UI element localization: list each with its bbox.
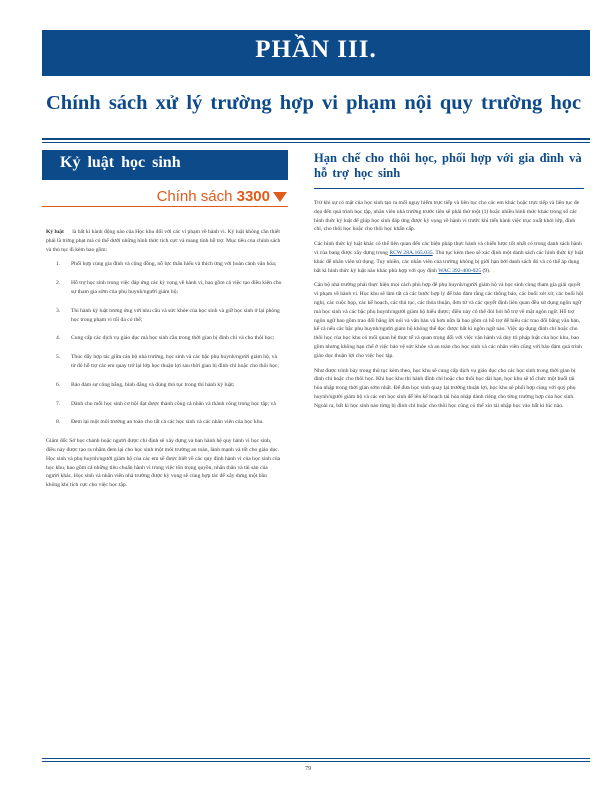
bottom-rule-thin xyxy=(42,761,590,762)
paragraph-2: Các hình thức kỷ luật khác có thể liên quan đến các biện pháp thực hành và chiến lược tốt nhất có trong danh sách hành vi của bang được xây dựng trong RCW 28A.165.035. Thủ tục kèm theo sẽ xác định một danh sách các hình thức kỷ luật khác để nhân viên sử dụng. Tuy nhiên, các nhân viên của trường không bị giới hạn bởi danh sách đó và có thể áp dụng bất kì hình thức kỷ luật nào khác phù hợp với quy định WAC 392-400-025 (9). xyxy=(314,241,584,274)
intro-paragraph xyxy=(46,228,282,254)
top-rule-thin xyxy=(42,142,590,143)
goals-list xyxy=(46,260,282,427)
right-column xyxy=(314,199,584,417)
section-title: PHẦN III. xyxy=(255,36,377,63)
list-item: 8. Đem lại một môi trường an toàn cho tất cả các học sinh và các nhân viên của học khu. xyxy=(56,419,264,426)
left-column xyxy=(46,228,282,496)
list-item: 5. Thúc đẩy hợp tác giữa cán bộ nhà trường, học sinh và các bậc phụ huynh/người giám hộ, và từ đó hỗ trợ các em quay trở lại lớp học thuận lợi sau thời gian bị đình chỉ hoặc cho thôi học; xyxy=(56,354,279,369)
policy-reference xyxy=(157,188,270,205)
intro-text: là bất kì hành động nào của Học khu đối với các vi phạm về hành vi. Kỷ luật không cần thiết phải là trừng phạt mà có thể dưới những hình thức tích cực và mang tính hỗ trợ. Mục tiêu của chính sách và thủ tục đi kèm bao gồm: xyxy=(46,229,281,253)
section-banner xyxy=(42,30,590,76)
chapter-title: Chính sách xử lý trường hợp vi phạm nội quy trường học xyxy=(46,92,582,114)
wac-link[interactable]: WAC 392-400-025 xyxy=(438,267,482,274)
page-number: 79 xyxy=(305,766,311,772)
paragraph-4: Như được trình bày trong thủ tục kèm theo, học khu sẽ cung cấp dịch vụ giáo dục cho các học sinh trong thời gian bị đình chỉ hoặc cho thôi học. Khi học khu thi hành đình chỉ hoặc cho thôi học dài hạn, học khu sẽ tổ chức một buổi tái hòa nhập trong thời gian sớm nhất. Để đưa học sinh quay lại trường thuận lợi, học khu sẽ phối hợp cùng với quý phụ huynh/người giám hộ và các em học sinh để lên kế hoạch tái hòa nhập dành riêng cho từng trường hợp của học sinh. Ngoài ra, bất kì học sinh nào từng bị đình chỉ hoặc cho thôi học cũng có thể xin tái nhập học vào bất kì lúc nào. xyxy=(314,367,576,409)
list-item: 4. Cung cấp các dịch vụ giáo dục mà học sinh cần trong thời gian bị đình chỉ và cho thôi học; xyxy=(56,335,275,342)
list-item: 7. Dành cho mỗi học sinh cơ hội đạt được thành công cả nhân và thành công trong học tập; và xyxy=(56,400,276,407)
intro-term: Kỷ luật xyxy=(46,229,64,235)
top-rule xyxy=(42,138,590,140)
list-item: 3. Thi hành kỷ luật tương ứng với nhu cầu và sức khỏe của học sinh và giữ học sinh ở lại phòng học trong phạm vi tối đa có thể; xyxy=(56,307,280,323)
policy-number: 3300 xyxy=(236,188,270,205)
left-heading-box xyxy=(42,150,288,180)
paragraph-1: Trừ khi sự có mặt của học sinh tạo ra mối nguy hiểm trực tiếp và liên tục cho các em khác hoặc trực tiếp và liên tục đe dọa đến quá trình học tập, nhân viên nhà trường trước tiên sẽ phải thử một (1) hoặc nhiều hình thức khác trong số các hình thức kỷ luật để giúp học sinh đáp ứng được kỳ vọng về hành vi trước khi tiến hành việc trục xuất khỏi lớp, đình chỉ, cho thôi học hoặc cho thôi học khẩn cấp. xyxy=(314,200,580,233)
triangle-down-icon xyxy=(273,192,287,202)
list-item: 2. Hỗ trợ học sinh trong việc đáp ứng các kỳ vọng về hành vi, bao gồm cả việc tạo điều kiện cho sự tham gia sớm của phụ huynh/người giám hộ; xyxy=(56,280,282,295)
right-heading-rule xyxy=(314,188,584,189)
list-item: 1. Phối hợp cùng gia đình và cộng đồng, nỗ lực thấu hiểu và thích ứng với hoàn cảnh văn hóa; xyxy=(56,261,277,268)
policy-rule xyxy=(42,206,288,207)
list-item: 6. Bảo đảm sự công bằng, bình đẳng và đúng thủ tục trong thi hành kỷ luật; xyxy=(56,381,235,388)
closing-paragraph: Giám đốc Sở học chánh hoặc người được chỉ định sẽ xây dựng và ban hành hệ quy hành vi học sinh, điều này được tạo ra nhằm đem lại cho học sinh một môi trường an toàn, lành mạnh và tốt cho giáo dục. Học sinh và phụ huynh/người giám hộ của các em sẽ được biết về các quy định hành vi của học sinh của học khu, bao gồm cả những tiêu chuẩn hành vi trong việc tôn trọng quyền, nhân thân và tài sản của người khác. Học sinh và nhân viên nhà trường được kỳ vọng sẽ cùng hợp tác để xây dựng một bầu không khí tích cực cho việc học tập. xyxy=(46,438,281,489)
right-heading: Hạn chế cho thôi học, phối hợp với gia đình và hỗ trợ học sinh xyxy=(314,151,582,180)
left-heading: Kỷ luật học sinh xyxy=(60,154,181,171)
policy-label: Chính sách xyxy=(156,188,233,205)
rcw-link[interactable]: RCW 28A.165.035 xyxy=(389,249,433,256)
bottom-rule xyxy=(42,758,590,759)
paragraph-3: Cán bộ nhà trường phải thực hiện mọi cách phù hợp để phụ huynh/người giám hộ và học sinh cùng tham gia giải quyết vi phạm về hành vi. Học khu sẽ làm tất cả các bước hợp lý để bảo đảm rằng các thông báo, các buổi xét xử, các buổi hội nghị, các cuộc họp, các kế hoạch, các thủ tục, các thỏa thuận, đơn từ và các quyết định liên quan đều sử dụng ngôn ngữ mà học sinh và các bậc phụ huynh/người giám hộ hiểu được; điều này có thể đòi hỏi hỗ trợ về mặt ngôn ngữ. Hỗ trợ ngôn ngữ bao gồm trao đổi bằng lời nói và văn bản và hơn nữa là bao gồm cả hỗ trợ để hiểu các trao đổi bằng văn bản, kể cả nếu các bậc phụ huynh/người giám hộ không thể đọc được bất kì ngôn ngữ nào. Việc áp dụng đình chỉ hoặc cho thôi học của học khu có mối quan hệ thực tế và quan trọng đối với việc vận hành và duy trì pháp luật của học khu, bao gồm nhưng không hạn chế ở việc bảo vệ sức khỏe và an toàn cho học sinh và các nhân viên cũng với bảo đảm quá trình giáo dục thuận lợi cho việc học tập. xyxy=(314,282,584,359)
